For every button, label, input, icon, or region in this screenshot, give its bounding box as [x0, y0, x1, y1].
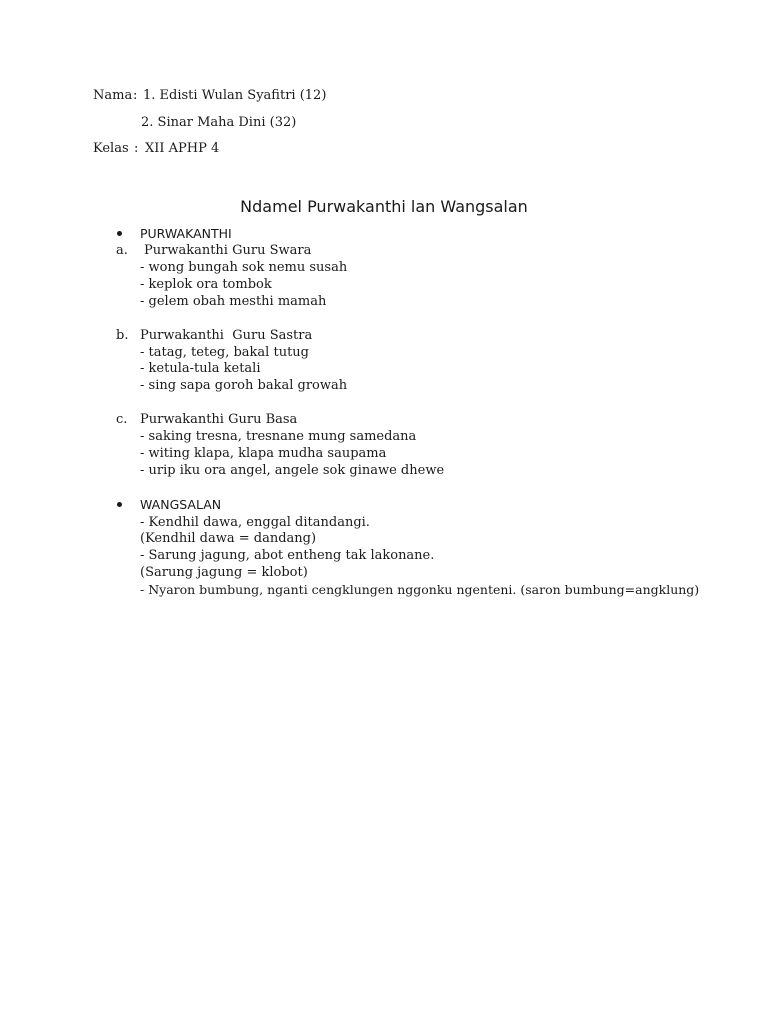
section-b-item-2: - ketula-tula ketali [140, 361, 261, 376]
section-b-item-3: - sing sapa goroh bakal growah [140, 378, 348, 393]
member-1: 1. Edisti Wulan Syafitri (12) [143, 88, 327, 103]
section-c-item-3: - urip iku ora angel, angele sok ginawe dhewe [140, 463, 445, 478]
section-b-item-1: - tatag, teteg, bakal tutug [140, 345, 309, 360]
section-a-item-1: - wong bungah sok nemu susah [140, 260, 348, 275]
section-b-marker: b. [116, 328, 129, 343]
bullet-icon [117, 231, 122, 236]
kelas-separator: : [134, 141, 139, 156]
bullet-icon [117, 502, 122, 507]
wangsalan-line-4: (Sarung jagung = klobot) [140, 565, 308, 580]
wangsalan-line-1: - Kendhil dawa, enggal ditandangi. [140, 515, 370, 530]
section-a-item-3: - gelem obah mesthi mamah [140, 294, 327, 309]
section-c-marker: c. [116, 412, 128, 427]
wangsalan-line-3: - Sarung jagung, abot entheng tak lakonane. [140, 548, 435, 563]
section-a-title: Purwakanthi Guru Swara [144, 243, 312, 258]
purwakanthi-heading: PURWAKANTHI [140, 226, 232, 241]
section-a-marker: a. [116, 243, 128, 258]
member-2: 2. Sinar Maha Dini (32) [141, 115, 297, 130]
wangsalan-line-2: (Kendhil dawa = dandang) [140, 531, 317, 546]
section-b-title: Purwakanthi Guru Sastra [140, 328, 313, 343]
wangsalan-heading: WANGSALAN [140, 497, 222, 512]
section-c-item-2: - witing klapa, klapa mudha saupama [140, 446, 387, 461]
kelas-label: Kelas [93, 141, 129, 156]
nama-separator: : [133, 88, 138, 103]
wangsalan-line-5: - Nyaron bumbung, nganti cengklungen nggonku ngenteni. (saron bumbung=angklung) [140, 582, 700, 597]
page-title: Ndamel Purwakanthi lan Wangsalan [240, 197, 528, 216]
kelas-value: XII APHP 4 [145, 141, 220, 156]
nama-label: Nama [93, 88, 133, 103]
section-a-item-2: - keplok ora tombok [140, 277, 272, 292]
section-c-title: Purwakanthi Guru Basa [140, 412, 298, 427]
section-c-item-1: - saking tresna, tresnane mung samedana [140, 429, 417, 444]
